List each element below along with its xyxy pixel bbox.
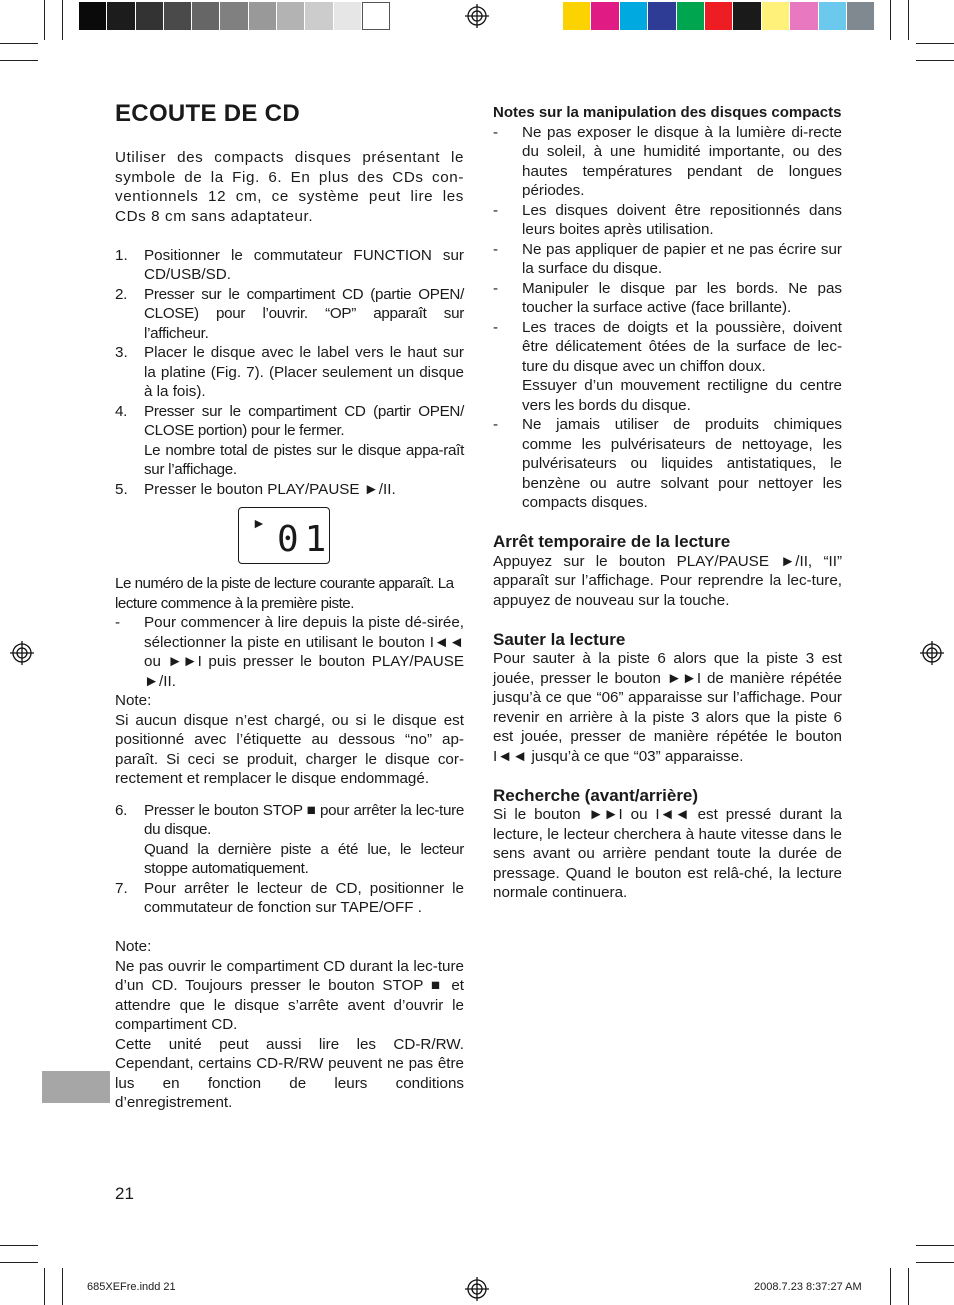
color-swatch xyxy=(733,2,761,30)
registration-mark-icon xyxy=(465,4,489,28)
color-swatch xyxy=(705,2,733,30)
crop-mark xyxy=(916,1262,954,1263)
crop-mark xyxy=(44,0,45,40)
page-title: ECOUTE DE CD xyxy=(115,100,300,127)
skip-heading: Sauter la lecture xyxy=(493,629,626,649)
color-swatch xyxy=(334,2,362,30)
crop-mark xyxy=(916,1245,954,1246)
crop-mark xyxy=(908,1268,909,1305)
list-item: - Les traces de doigts et la poussière, doivent être délicatement ôtées de la surface de lec-ture du disque avec un chiffon doux. Essuyer d’un mouvement rectiligne du centre vers les bords du disque. xyxy=(493,318,842,414)
color-swatch xyxy=(620,2,648,30)
play-indicator-icon: ► xyxy=(252,515,266,531)
color-swatch xyxy=(847,2,875,30)
note-label: Note: xyxy=(115,938,152,955)
notes-heading: Notes sur la manipulation des disques compacts xyxy=(493,104,842,121)
color-swatch xyxy=(136,2,164,30)
crop-mark xyxy=(916,60,954,61)
color-swatch xyxy=(648,2,676,30)
steps-list-a xyxy=(115,246,464,500)
registration-mark-icon xyxy=(465,1277,489,1301)
left-column xyxy=(115,148,464,1113)
pause-text: Appuyez sur le bouton PLAY/PAUSE ►/II, “II” apparaît sur l’affichage. Pour reprendre la lec-ture, appuyez de nouveau sur la touche. xyxy=(493,552,842,609)
track-number-display: 01 xyxy=(277,519,333,560)
search-heading: Recherche (avant/arrière) xyxy=(493,785,699,805)
section-tab xyxy=(42,1071,110,1103)
color-swatch xyxy=(164,2,192,30)
step-item: 7. Pour arrêter le lecteur de CD, positionner le commutateur de fonction sur TAPE/OFF . xyxy=(115,879,464,916)
search-text: Si le bouton ►►I ou I◄◄ est pressé durant la lecture, le lecteur cherchera à haute vitesse dans le sens avant ou arrière pendant toute la durée de pressage. Quand le bouton est relâ-ché, la lecture normale continuera. xyxy=(493,806,842,901)
lcd-display xyxy=(238,507,333,564)
crop-mark xyxy=(62,0,63,40)
registration-mark-icon xyxy=(920,641,944,665)
crop-mark xyxy=(62,1268,63,1305)
color-swatch xyxy=(762,2,790,30)
list-item: - Pour commencer à lire depuis la piste dé-sirée, sélectionner la piste en utilisant le bouton I◄◄ ou ►►I puis presser le bouton PLAY/PAUSE ►/II. xyxy=(115,614,464,690)
note-text: Cette unité peut aussi lire les CD-R/RW. Cependant, certains CD-R/RW peuvent ne pas être lus en fonction de leurs conditions d’enregistrement. xyxy=(115,1035,464,1111)
list-item: - Les disques doivent être repositionnés dans leurs boites après utilisation. xyxy=(493,201,842,238)
color-swatch xyxy=(107,2,135,30)
intro-paragraph: Utiliser des compacts disques présentant le symbole de la Fig. 6. En plus des CDs con-ventionnels 12 cm, ce système peut lire les CDs 8 cm sans adaptateur. xyxy=(115,149,464,225)
list-item: - Ne pas exposer le disque à la lumière di-recte du soleil, à une humidité importante, ou des hautes températures pendant de longues périodes. xyxy=(493,123,842,199)
note-label: Note: xyxy=(115,692,152,709)
color-swatch xyxy=(79,2,107,30)
list-item: - Ne pas appliquer de papier et ne pas écrire sur la surface du disque. xyxy=(493,240,842,277)
crop-mark xyxy=(44,1268,45,1305)
color-swatch xyxy=(563,2,591,30)
color-swatch xyxy=(305,2,333,30)
steps-list-b xyxy=(115,801,464,918)
crop-mark xyxy=(908,0,909,40)
color-swatch xyxy=(591,2,619,30)
color-swatch xyxy=(249,2,277,30)
registration-mark-icon xyxy=(10,641,34,665)
step-item: 6. Presser le bouton STOP ■ pour arrêter la lec-ture du disque. Quand la dernière piste a été lue, le lecteur stoppe automatiquement. xyxy=(115,801,464,877)
list-item: - Manipuler le disque par les bords. Ne pas toucher la surface active (face brillante). xyxy=(493,279,842,316)
note-text: Si aucun disque n’est chargé, ou si le disque est positionné avec l’étiquette au dessous “no” ap-paraît. Si ceci se produit, charger le disque cor-rectement et remplacer le disque endommagé. xyxy=(115,711,464,787)
handling-notes-list xyxy=(493,123,842,513)
display-caption: Le numéro de la piste de lecture courante apparaît. La lecture commence à la première piste. xyxy=(115,575,454,612)
footer-filename: 685XEFre.indd 21 xyxy=(87,1281,176,1293)
step-item: 5. Presser le bouton PLAY/PAUSE ►/II. xyxy=(115,480,396,498)
color-swatch xyxy=(790,2,818,30)
right-column xyxy=(493,103,842,903)
crop-mark xyxy=(890,0,891,40)
list-item: - Ne jamais utiliser de produits chimiques comme les pulvérisateurs de nettoyage, les pulvérisateurs ou liquides antistatiques, le benzène ou autre solvant pour nettoyer les compacts disques. xyxy=(493,416,842,511)
grayscale-color-bar xyxy=(79,2,390,30)
step-item: 4. Presser sur le compartiment CD (partir OPEN/ CLOSE portion) pour le fermer. Le nombre total de pistes sur le disque appa-raît sur l’affichage. xyxy=(115,402,464,478)
step-item: 3. Placer le disque avec le label vers le haut sur la platine (Fig. 7). (Placer seulement un disque à la fois). xyxy=(115,344,464,400)
color-swatch xyxy=(192,2,220,30)
footer-timestamp: 2008.7.23 8:37:27 AM xyxy=(754,1281,862,1293)
color-swatch xyxy=(677,2,705,30)
page-number: 21 xyxy=(115,1184,134,1203)
color-swatch xyxy=(220,2,248,30)
color-swatch xyxy=(819,2,847,30)
crop-mark xyxy=(916,43,954,44)
process-color-bar xyxy=(563,2,875,30)
color-swatch xyxy=(362,2,390,30)
skip-text: Pour sauter à la piste 6 alors que la piste 3 est jouée, presser le bouton ►►I de manière répétée jusqu’à ce que “06” apparaisse sur l’affichage. Pour revenir en arrière à la piste 3 alors que la piste 6 est jouée, presser de manière répétée le bouton I◄◄ jusqu’à ce que “03” apparaisse. xyxy=(493,650,842,765)
color-swatch xyxy=(277,2,305,30)
crop-mark xyxy=(0,1245,38,1246)
step-item: 1. Positionner le commutateur FUNCTION sur CD/USB/SD. xyxy=(115,246,464,283)
crop-mark xyxy=(0,1262,38,1263)
step-item: 2. Presser sur le compartiment CD (partie OPEN/ CLOSE) pour l’ouvrir. “OP” apparaît sur l’afficheur. xyxy=(115,285,464,342)
crop-mark xyxy=(0,60,38,61)
pause-heading: Arrêt temporaire de la lecture xyxy=(493,532,731,551)
note-text: Ne pas ouvrir le compartiment CD durant la lec-ture d’un CD. Toujours presser le bouton STOP ■ et attendre que le disque s’arrête avent d’ouvrir le compartiment CD. xyxy=(115,957,464,1033)
dash-list xyxy=(115,613,464,691)
crop-mark xyxy=(0,43,38,44)
crop-mark xyxy=(890,1268,891,1305)
